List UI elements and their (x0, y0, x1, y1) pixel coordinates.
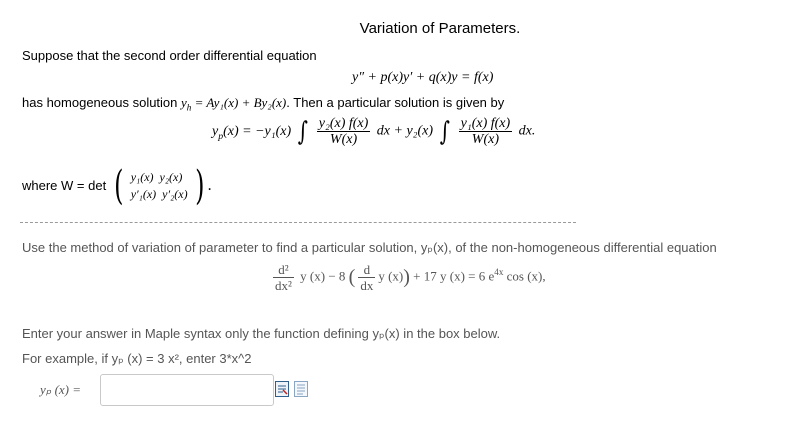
end-term: dx. (518, 123, 536, 139)
fraction-2-denominator: W(x) (471, 132, 499, 147)
d2-denominator: dx² (275, 278, 292, 293)
instructions-text: Enter your answer in Maple syntax only the function defining yₚ(x) in the box below. (22, 326, 501, 341)
yp-sub: p (218, 130, 224, 142)
matrix-r2c2: y′₂(x) (162, 187, 188, 201)
task-eq-exponent: 4x (494, 267, 504, 278)
d-denominator: dx (360, 278, 374, 293)
close-paren: ) (403, 266, 410, 288)
fraction-2 (459, 116, 513, 147)
task-eq-rest: + 17 y (x) = 6 e (413, 268, 495, 284)
first-derivative (358, 262, 375, 293)
matrix-period: . (207, 177, 212, 195)
fraction-2-numerator: y₁(x) f(x) (460, 116, 511, 131)
integral-sign-1: ∫ (297, 116, 308, 147)
wronskian-matrix (131, 169, 188, 203)
example-text: For example, if yₚ (x) = 3 x², enter 3*x^2 (22, 351, 252, 366)
particular-formula (212, 116, 535, 147)
fraction-1-numerator: y₂(x) f(x) (318, 116, 369, 131)
mid-term: dx + y₂(x) (376, 123, 434, 139)
homog-prefix: has homogeneous solution (22, 95, 182, 110)
homogeneous-line (22, 95, 504, 113)
ode-equation: y″ + p(x)y′ + q(x)y = f(x) (352, 70, 494, 85)
matrix-r1c1: y₁(x) (130, 170, 154, 184)
integral-sign-2: ∫ (439, 116, 450, 147)
task-eq-inner: y (x) (378, 268, 404, 284)
fraction-1-denominator: W(x) (329, 132, 358, 147)
right-paren: ) (195, 163, 205, 209)
divider (20, 222, 576, 223)
wronskian-definition (22, 163, 212, 209)
answer-input[interactable] (100, 374, 274, 406)
answer-label: yₚ (x) = (40, 382, 82, 397)
task-eq-mid: y (x) − 8 (300, 268, 346, 284)
task-text: Use the method of variation of parameter to find a particular solution, yₚ(x), of the non-homogeneous differential equation (22, 240, 717, 255)
open-paren: ( (348, 266, 356, 288)
preview-icon[interactable] (275, 381, 289, 397)
yp-lhs (212, 123, 292, 142)
second-derivative (273, 262, 294, 293)
help-icon[interactable] (294, 381, 308, 397)
d2-numerator: d² (273, 262, 294, 278)
fraction-1 (317, 116, 371, 147)
homog-rhs: = Ay₁(x) + By₂(x) (191, 95, 287, 110)
yp-y: y (212, 123, 219, 139)
intro-text: Suppose that the second order differential equation (22, 48, 317, 63)
where-text: where W = det (22, 178, 107, 194)
matrix-r1c2: y₂(x) (159, 170, 183, 184)
task-eq-tail: cos (x), (503, 268, 546, 284)
homog-y: y (181, 95, 187, 110)
task-equation (270, 262, 546, 293)
homog-yh (181, 95, 287, 113)
page-title: Variation of Parameters. (359, 20, 521, 37)
homog-sub: h (186, 102, 192, 113)
d-numerator: d (358, 262, 375, 278)
homog-suffix: . Then a particular solution is given by (286, 95, 505, 110)
yp-arg: (x) = −y₁(x) (223, 123, 292, 139)
left-paren: ( (113, 163, 124, 209)
matrix-r2c1: y′₁(x) (130, 187, 157, 201)
